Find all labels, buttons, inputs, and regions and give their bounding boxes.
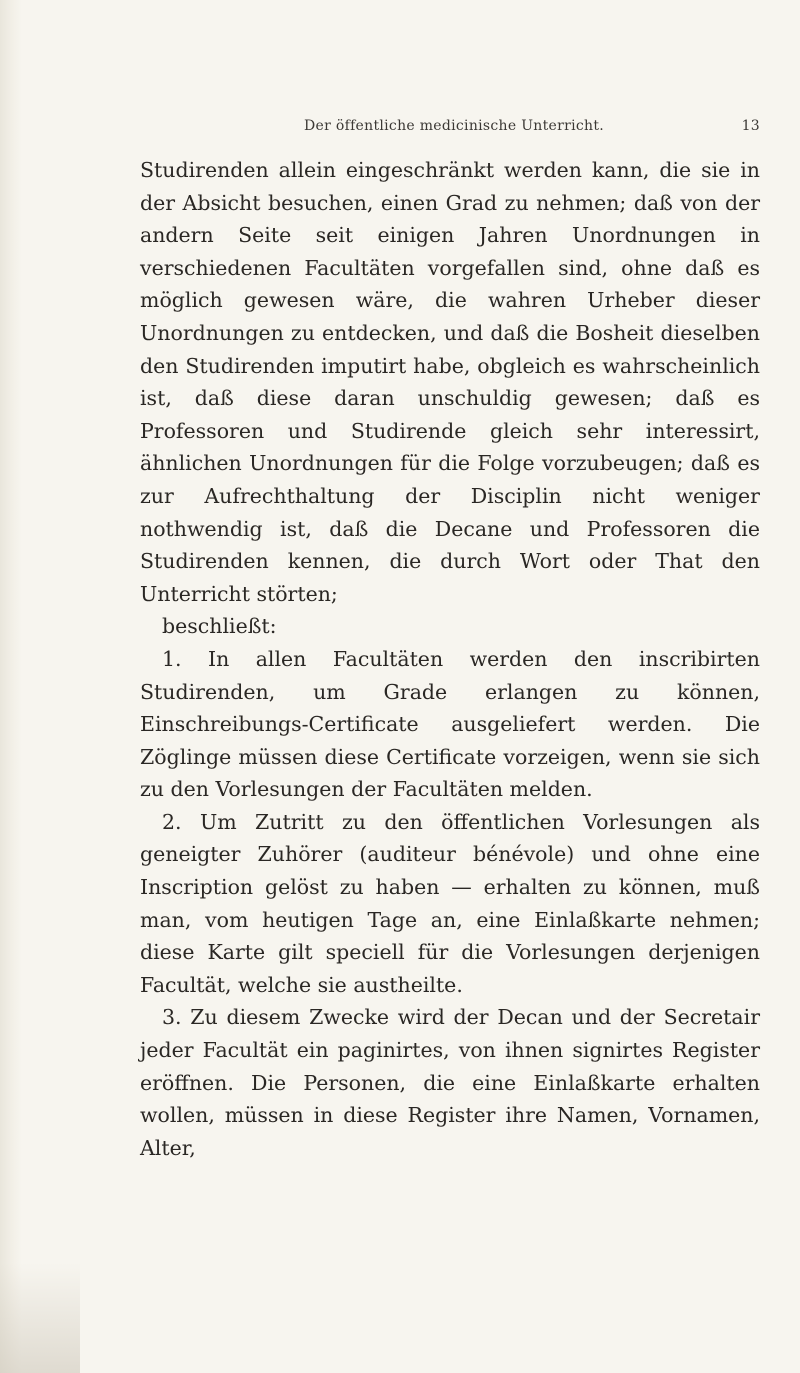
running-head [140,118,760,142]
page-number: 13 [741,118,760,134]
paragraph-resolution: beschließt: [162,614,277,639]
binding-shadow [0,1263,80,1373]
paragraph-article-2: 2. Um Zutritt zu den öffentlichen Vorlesungen als geneigter Zuhörer (auditeur bénévole) und ohne eine Inscription gelöst zu haben — erhalten zu können, muß man, vom heutigen Tage an, eine Einlaßkarte nehmen; diese Karte gilt speciell für die Vorlesungen derjenigen Facultät, welche sie austheilte. [140,809,760,997]
paragraph-article-3: 3. Zu diesem Zwecke wird der Decan und der Secretair jeder Facultät ein paginirtes, von ihnen signirtes Register eröffnen. Die Personen, die eine Einlaßkarte erhalten wollen, müssen in diese Register ihre Namen, Vornamen, Alter, [140,1005,760,1160]
paragraph-article-1: 1. In allen Facultäten werden den inscribirten Studirenden, um Grade erlangen zu können, Einschreibungs-Certificate ausgeliefert werden. Die Zöglinge müssen diese Certificate vorzeigen, wenn sie sich zu den Vorlesungen der Facultäten melden. [140,646,760,802]
body-text [140,154,760,1164]
page-edge [0,0,22,1373]
running-head-title: Der öffentliche medicinische Unterricht. [304,118,605,134]
paragraph-continuation: Studirenden allein eingeschränkt werden kann, die sie in der Absicht besuchen, einen Grad zu nehmen; daß von der andern Seite seit einigen Jahren Unordnungen in verschiedenen Facultäten vorgefallen sind, ohne daß es möglich gewesen wäre, die wahren Urheber dieser Unordnungen zu entdecken, und daß die Bosheit dieselben den Studirenden imputirt habe, obgleich es wahrscheinlich ist, daß diese daran unschuldig gewesen; daß es Professoren und Studirende gleich sehr interessirt, ähnlichen Unordnungen für die Folge vorzubeugen; daß es zur Aufrechthaltung der Disciplin nicht weniger nothwendig ist, daß die Decane und Professoren die Studirenden kennen, die durch Wort oder That den Unterricht störten; [140,158,760,606]
